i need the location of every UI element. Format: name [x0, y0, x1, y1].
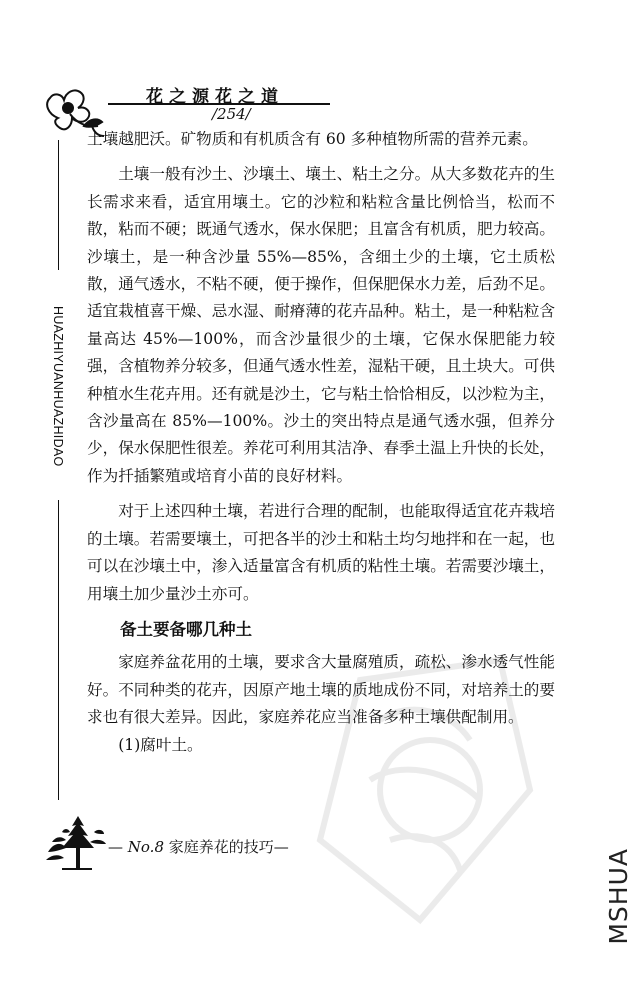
tree-logo-icon	[42, 812, 112, 870]
seal-stamp-watermark	[300, 640, 550, 930]
vertical-side-text: HUAZHIYUANHUAZHIDAO	[51, 305, 65, 467]
paragraph-1: 土壤越肥沃。矿物质和有机质含有 60 多种植物所需的营养元素。	[87, 130, 538, 148]
paragraph-2: 土壤一般有沙土、沙壤土、壤土、粘土之分。从大多数花卉的生长需求来看，适宜用壤土。它的沙粒和粘粒含量比例恰当，松而不散，粘而不硬；既通气透水，保水保肥；且富含有机质，肥力较高。沙壤土，是一种含沙量 55%—85%，含细土少的土壤，它土质松散，通气透水，不粘不硬，便于操作，但保肥保水力差，后劲不足。适宜栽植喜干燥、忌水湿、耐瘠薄的花卉品种。粘土，是一种粘粒含量高达 45%—100%，而含沙量很少的土壤，它保水保肥能力较强，含植物养分较多，但通气透水性差，湿粘干硬，且土块大。可供种植水生花卉用。还有就是沙土，它与粘土恰恰相反，以沙粒为主，含沙量高在 85%—100%。沙土的突出特点是通气透水强，但养分少，保水保肥性很差。养花可利用其洁净、春季土温上升快的长处，作为扦插繁殖或培育小苗的良好材料。	[87, 165, 555, 485]
section-heading: 备土要备哪几种土	[120, 619, 252, 639]
watermark-text: MSHUA	[604, 848, 633, 945]
running-header-title: 花之源花之道	[146, 87, 284, 107]
running-footer	[108, 836, 289, 857]
chapter-title: 家庭养花的技巧	[168, 838, 274, 856]
footer-dash-end: —	[273, 838, 289, 856]
paragraph-4: 家庭养盆花用的土壤，要求含大量腐殖质，疏松、渗水透气性能好。不同种类的花卉，因原产地土壤的质地成份不同，对培养土的要求也有很大差异。因此，家庭养花应当准备多种土壤供配制用。	[87, 653, 555, 727]
paragraph-5: (1)腐叶土。	[118, 735, 203, 754]
side-rule-bottom	[58, 500, 59, 800]
chapter-number: No.8	[127, 838, 164, 856]
side-rule-top	[58, 140, 59, 270]
footer-dash: —	[108, 838, 123, 856]
paragraph-3: 对于上述四种土壤，若进行合理的配制，也能取得适宜花卉栽培的土壤。若需要壤土，可把各半的沙土和粘土均匀地拌和在一起，也可以在沙壤土中，渗入适量富含有机质的粘性土壤。若需要沙壤土，用壤土加少量沙土亦可。	[87, 502, 555, 603]
page-number: /254/	[212, 105, 251, 123]
